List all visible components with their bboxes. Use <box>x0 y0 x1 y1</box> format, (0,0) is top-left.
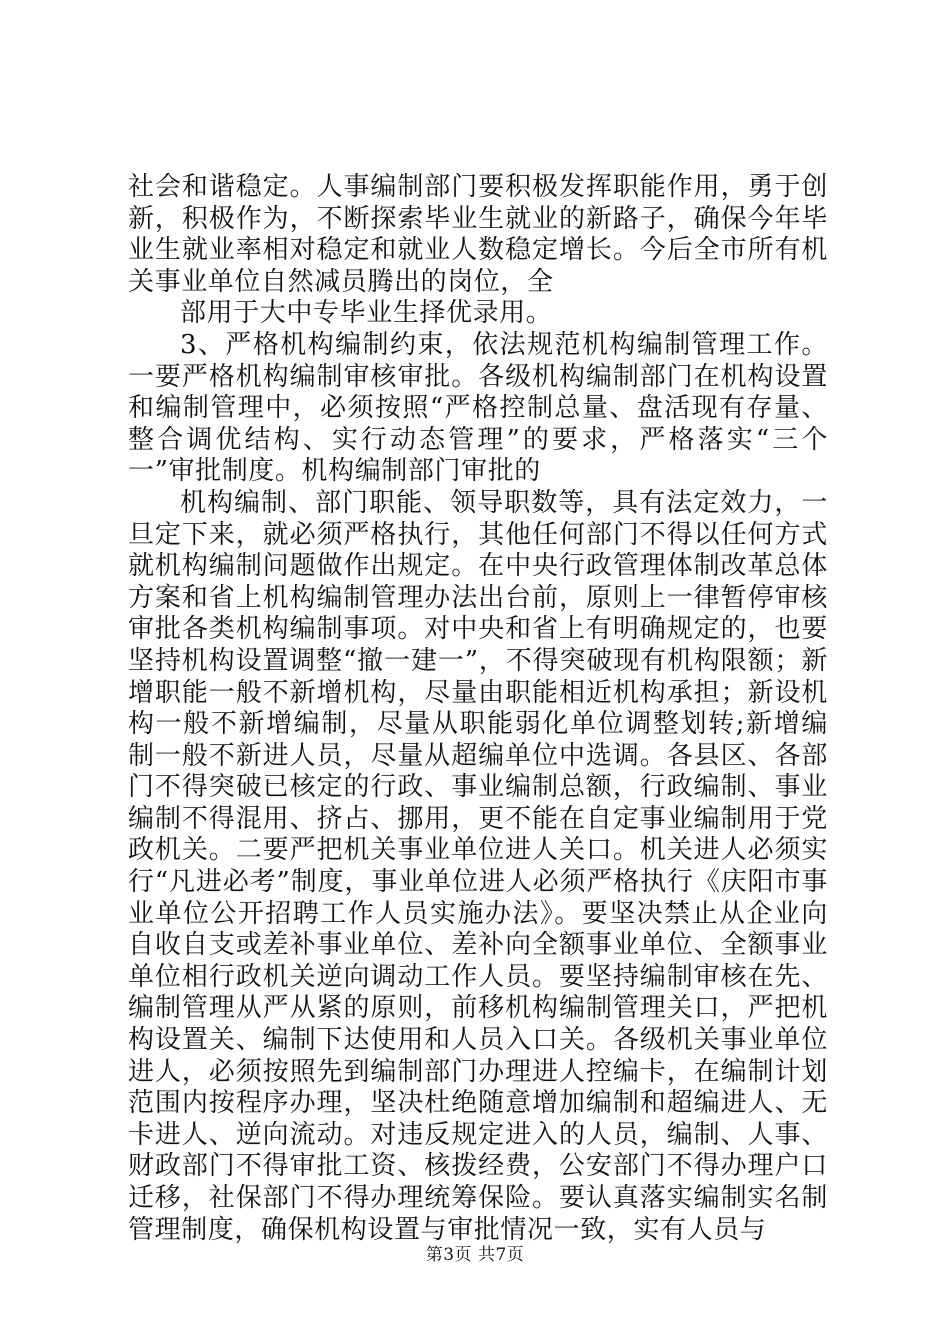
paragraph-4: 机构编制、部门职能、领导职数等，具有法定效力，一旦定下来，就必须严格执行，其他任何部门不得以任何方式就机构编制问题做作出规定。在中央行政管理体制改革总体方案和省上机构编制管理办法出台前，原则上一律暂停审核审批各类机构编制事项。对中央和省上有明确规定的，也要坚持机构设置调整“撤一建一”，不得突破现有机构限额；新增职能一般不新增机构，尽量由职能相近机构承担；新设机构一般不新增编制，尽量从职能弱化单位调整划转;新增编制一般不新进人员，尽量从超编单位中选调。各县区、各部门不得突破已核定的行政、事业编制总额，行政编制、事业编制不得混用、挤占、挪用，更不能在自定事业编制用于党政机关。二要严把机关事业单位进人关口。机关进人必须实行“凡进必考”制度，事业单位进人必须严格执行《庆阳市事业单位公开招聘工作人员实施办法》。要坚决禁止从企业向自收自支或差补事业单位、差补向全额事业单位、全额事业单位相行政机关逆向调动工作人员。要坚持编制审核在先、编制管理从严从紧的原则，前移机构编制管理关口，严把机构设置关、编制下达使用和人员入口关。各级机关事业单位进人，必须按照先到编制部门办理进人控编卡，在编制计划范围内按程序办理，坚决杜绝随意增加编制和超编进人、无卡进人、逆向流动。对违反规定进入的人员，编制、人事、财政部门不得审批工资、核拨经费，公安部门不得办理户口迁移，社保部门不得办理统筹保险。要认真落实编制实名制管理制度，确保机构设置与审批情况一致，实有人员与 <box>128 487 828 1245</box>
paragraph-3: 3、严格机构编制约束，依法规范机构编制管理工作。一要严格机构编制审核审批。各级机构编制部门在机构设置和编制管理中，必须按照“严格控制总量、盘活现有存量、整合调优结构、实行动态管理”的要求，严格落实“三个一”审批制度。机构编制部门审批的 <box>128 329 828 487</box>
document-body <box>128 172 828 1246</box>
paragraph-2: 部用于大中专毕业生择优录用。 <box>180 298 553 329</box>
page-number-footer: 第3页 共7页 <box>425 1245 525 1265</box>
paragraph-1: 社会和谐稳定。人事编制部门要积极发挥职能作用，勇于创新，积极作为，不断探索毕业生就业的新路子，确保今年毕业生就业率相对稳定和就业人数稳定增长。今后全市所有机关事业单位自然减员腾出的岗位，全 <box>128 172 828 297</box>
